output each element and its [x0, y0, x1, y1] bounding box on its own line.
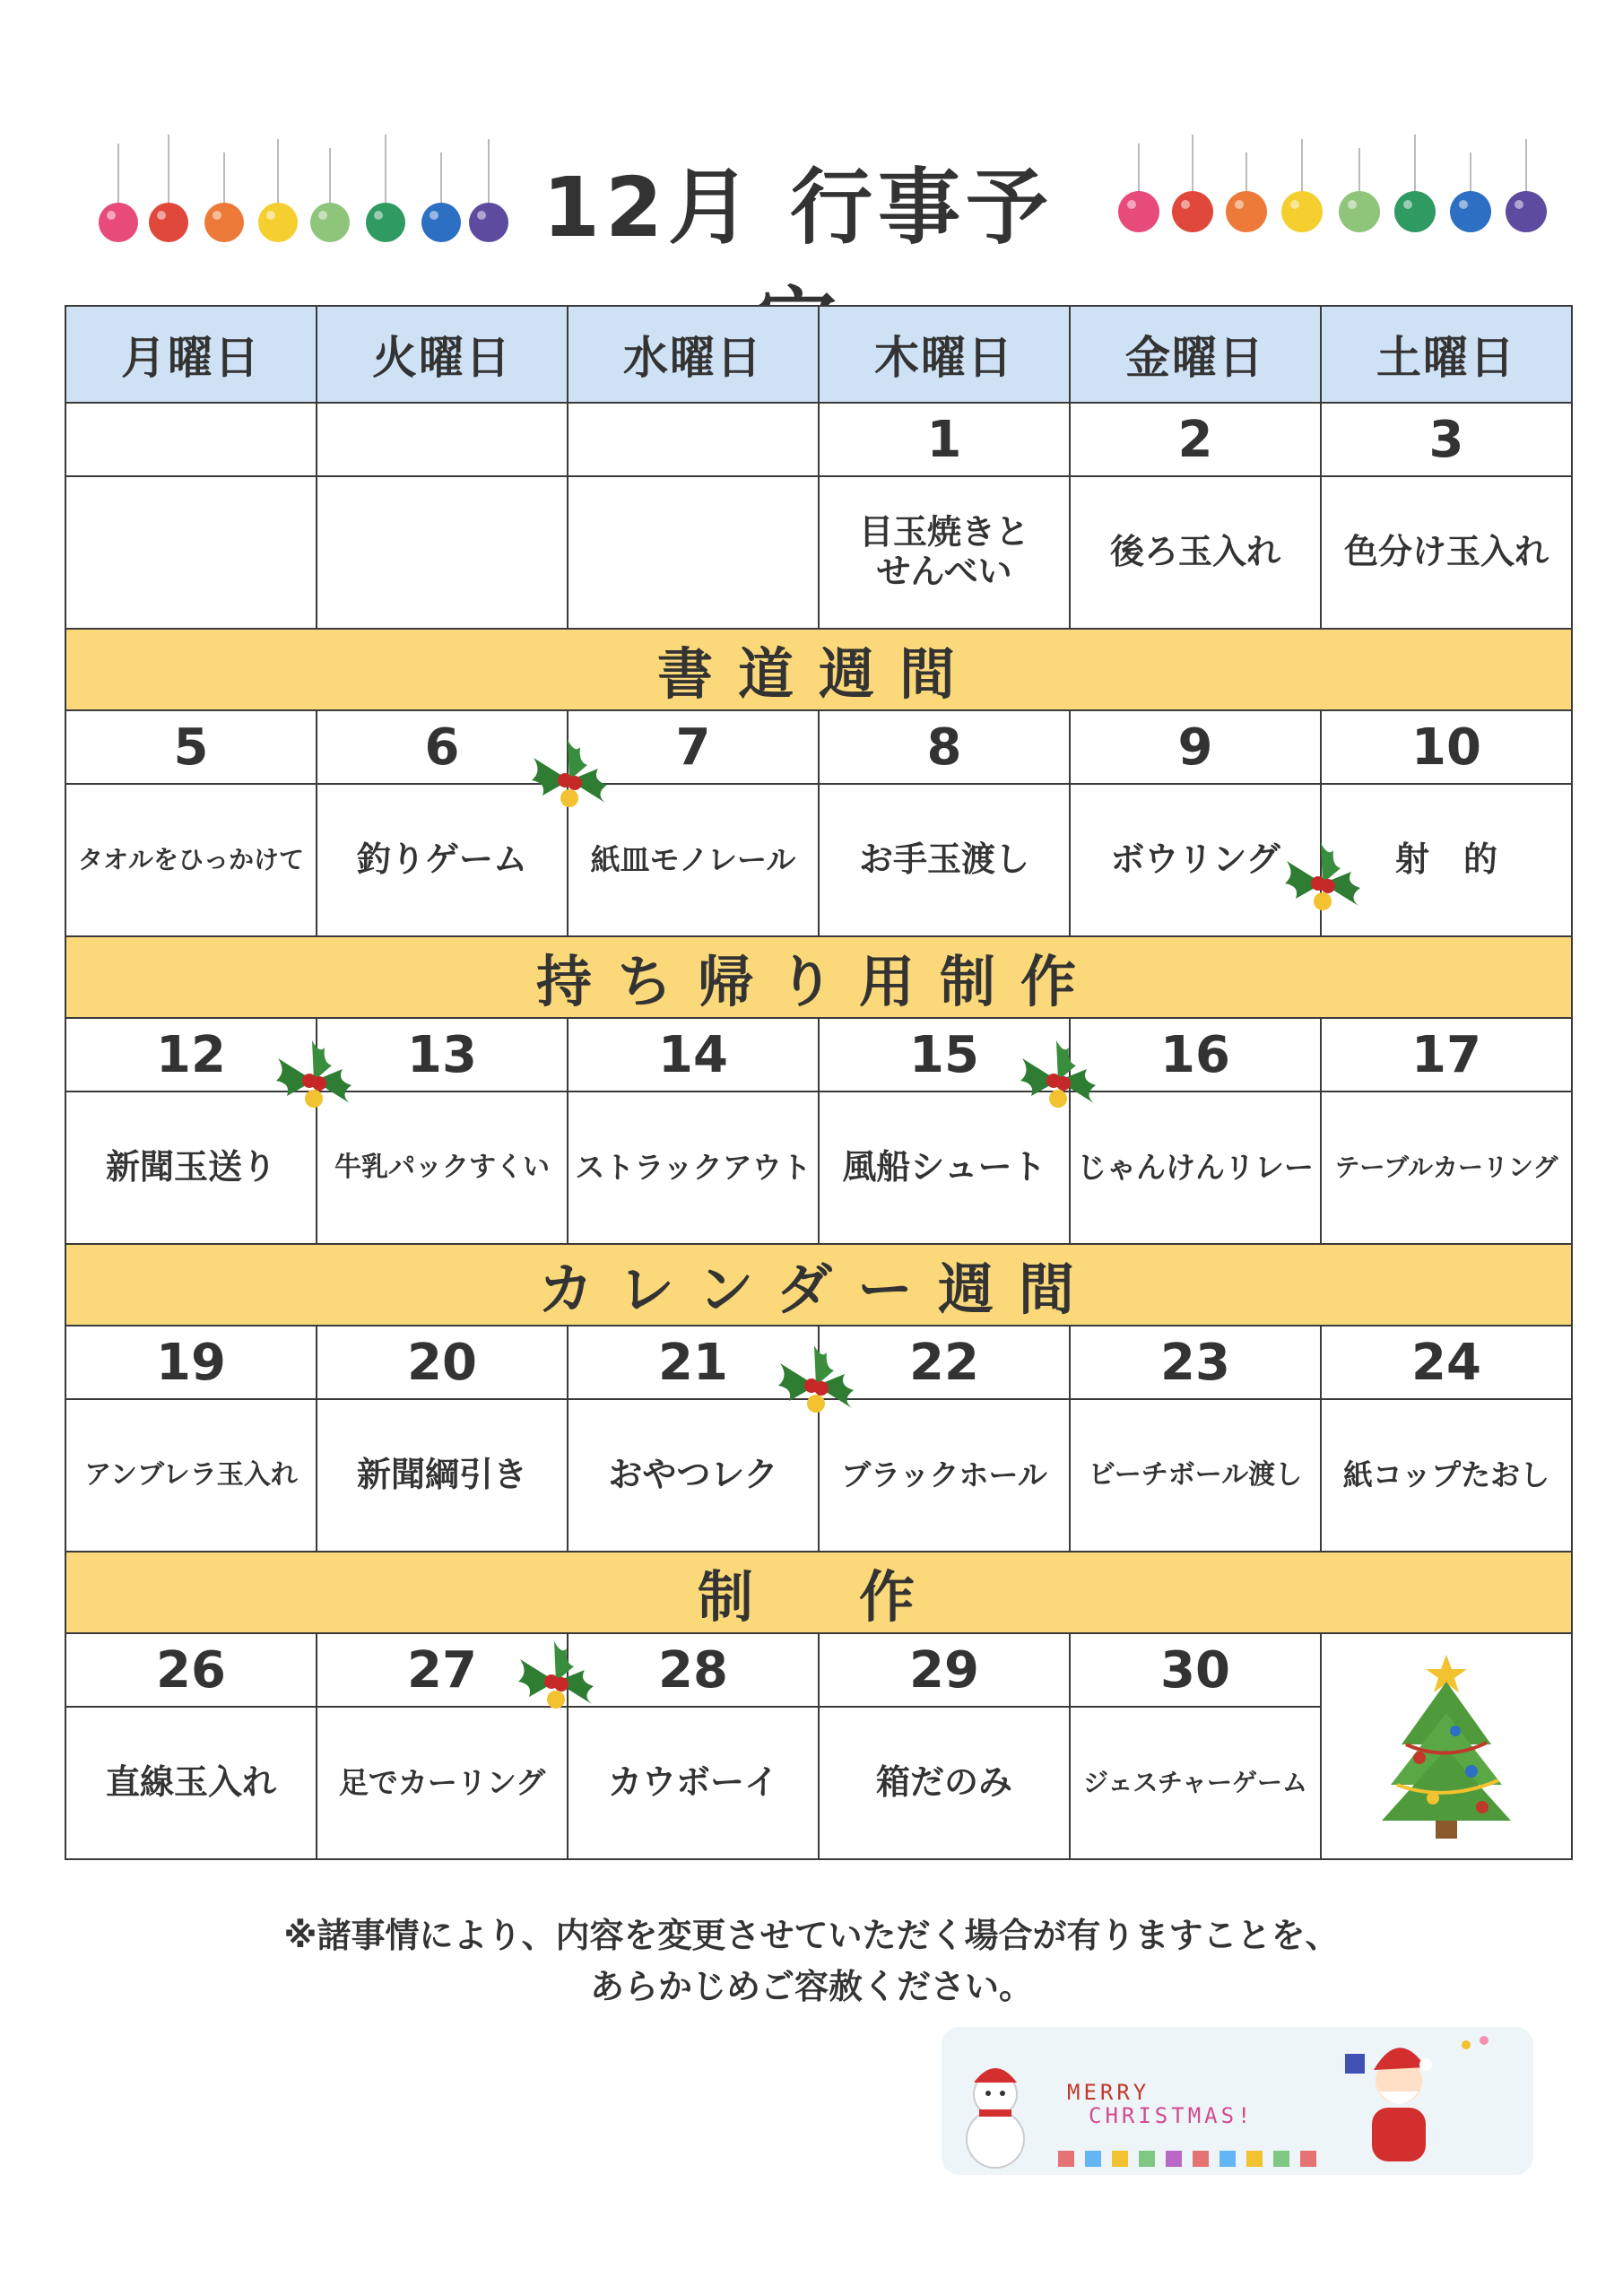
week-banner: 制 作: [65, 1552, 1572, 1633]
activity-cell: おやつレク: [568, 1399, 819, 1552]
ornaments-left-icon: [90, 126, 520, 269]
date-cell: 2: [1070, 403, 1321, 476]
activity-cell: ビーチボール渡し: [1070, 1399, 1321, 1552]
holly-icon: [762, 1336, 870, 1435]
weekday-sat: 土曜日: [1321, 306, 1572, 403]
date-cell: 28: [568, 1633, 819, 1707]
date-cell: 30: [1070, 1633, 1321, 1707]
week-banner-row: [65, 629, 1572, 710]
date-cell: 7: [568, 710, 819, 784]
date-cell: 20: [317, 1326, 568, 1399]
holly-icon: [1004, 1031, 1112, 1130]
date-row: [65, 710, 1572, 784]
weekday-tue: 火曜日: [317, 306, 568, 403]
date-row: [65, 403, 1572, 476]
activity-cell: 後ろ玉入れ: [1070, 476, 1321, 629]
activity-cell: 紙皿モノレール: [568, 784, 819, 936]
activity-cell: 色分け玉入れ: [1321, 476, 1572, 629]
weekday-header-row: [65, 306, 1572, 403]
date-cell: 9: [1070, 710, 1321, 784]
holly-icon: [260, 1031, 368, 1130]
date-cell: [317, 403, 568, 476]
activity-cell: テーブルカーリング: [1321, 1091, 1572, 1244]
date-row: [65, 1633, 1572, 1707]
christmas-banner: [942, 2018, 1533, 2179]
activity-cell: 足でカーリング: [317, 1707, 568, 1859]
date-cell: 22: [819, 1326, 1070, 1399]
page-title: 12月 行事予: [542, 160, 1055, 256]
date-cell: 6: [317, 710, 568, 784]
title-area: [0, 126, 1623, 269]
activity-cell: 射 的: [1321, 784, 1572, 936]
activity-cell: アンブレラ玉入れ: [65, 1399, 317, 1552]
merry-line-2: CHRISTMAS!: [1089, 2103, 1254, 2129]
weekday-thu: 木曜日: [819, 306, 1070, 403]
week-banner: 書道週間: [65, 629, 1572, 710]
date-cell: 16: [1070, 1018, 1321, 1091]
footer-note: [179, 1910, 1444, 2013]
holly-icon: [516, 731, 623, 830]
week-banner: 持ち帰り用制作: [65, 936, 1572, 1018]
week-banner-row: [65, 1244, 1572, 1326]
date-cell: 3: [1321, 403, 1572, 476]
date-cell: [568, 403, 819, 476]
weekday-fri: 金曜日: [1070, 306, 1321, 403]
christmas-tree-cell: [1321, 1633, 1572, 1859]
date-cell: 5: [65, 710, 317, 784]
date-cell: 27: [317, 1633, 568, 1707]
date-cell: 23: [1070, 1326, 1321, 1399]
activity-cell: 目玉焼きと せんべい: [819, 476, 1070, 629]
note-line-1: ※諸事情により、内容を変更させていただく場合が有りますことを、: [283, 1916, 1340, 1955]
activity-cell: 箱だのみ: [819, 1707, 1070, 1859]
activity-cell: [65, 476, 317, 629]
activity-cell: ストラックアウト: [568, 1091, 819, 1244]
week-banner-row: [65, 936, 1572, 1018]
activity-cell: お手玉渡し: [819, 784, 1070, 936]
activity-cell: 紙コップたおし: [1321, 1399, 1572, 1552]
activity-cell: [317, 476, 568, 629]
merry-christmas-text: [1067, 2081, 1254, 2128]
note-line-2: あらかじめご容赦ください。: [589, 1967, 1033, 2006]
ornaments-right-icon: [1112, 126, 1578, 269]
week-banner: カレンダー週間: [65, 1244, 1572, 1326]
date-cell: 26: [65, 1633, 317, 1707]
date-cell: 19: [65, 1326, 317, 1399]
activity-cell: カウボーイ: [568, 1707, 819, 1859]
date-cell: 1: [819, 403, 1070, 476]
activity-cell: ブラックホール: [819, 1399, 1070, 1552]
holly-icon: [502, 1632, 610, 1731]
activity-cell: 牛乳パックすくい: [317, 1091, 568, 1244]
activity-cell: じゃんけんリレー: [1070, 1091, 1321, 1244]
weekday-mon: 月曜日: [65, 306, 317, 403]
christmas-tree-icon: [1366, 1646, 1527, 1843]
activity-cell: 新聞綱引き: [317, 1399, 568, 1552]
date-cell: 29: [819, 1633, 1070, 1707]
activity-row: [65, 476, 1572, 629]
merry-line-1: MERRY: [1067, 2080, 1150, 2105]
weekday-wed: 水曜日: [568, 306, 819, 403]
date-cell: 10: [1321, 710, 1572, 784]
date-cell: 13: [317, 1018, 568, 1091]
activity-cell: タオルをひっかけて: [65, 784, 317, 936]
activity-cell: 直線玉入れ: [65, 1707, 317, 1859]
date-cell: 8: [819, 710, 1070, 784]
date-cell: 14: [568, 1018, 819, 1091]
date-cell: 24: [1321, 1326, 1572, 1399]
holly-icon: [1269, 834, 1376, 933]
activity-cell: 釣りゲーム: [317, 784, 568, 936]
date-cell: 17: [1321, 1018, 1572, 1091]
activity-cell: [568, 476, 819, 629]
date-cell: [65, 403, 317, 476]
week-banner-row: [65, 1552, 1572, 1633]
date-cell: 12: [65, 1018, 317, 1091]
activity-cell: ジェスチャーゲーム: [1070, 1707, 1321, 1859]
date-cell: 15: [819, 1018, 1070, 1091]
activity-cell: 風船シュート: [819, 1091, 1070, 1244]
activity-cell: ボウリング: [1070, 784, 1321, 936]
activity-cell: 新聞玉送り: [65, 1091, 317, 1244]
date-cell: 21: [568, 1326, 819, 1399]
